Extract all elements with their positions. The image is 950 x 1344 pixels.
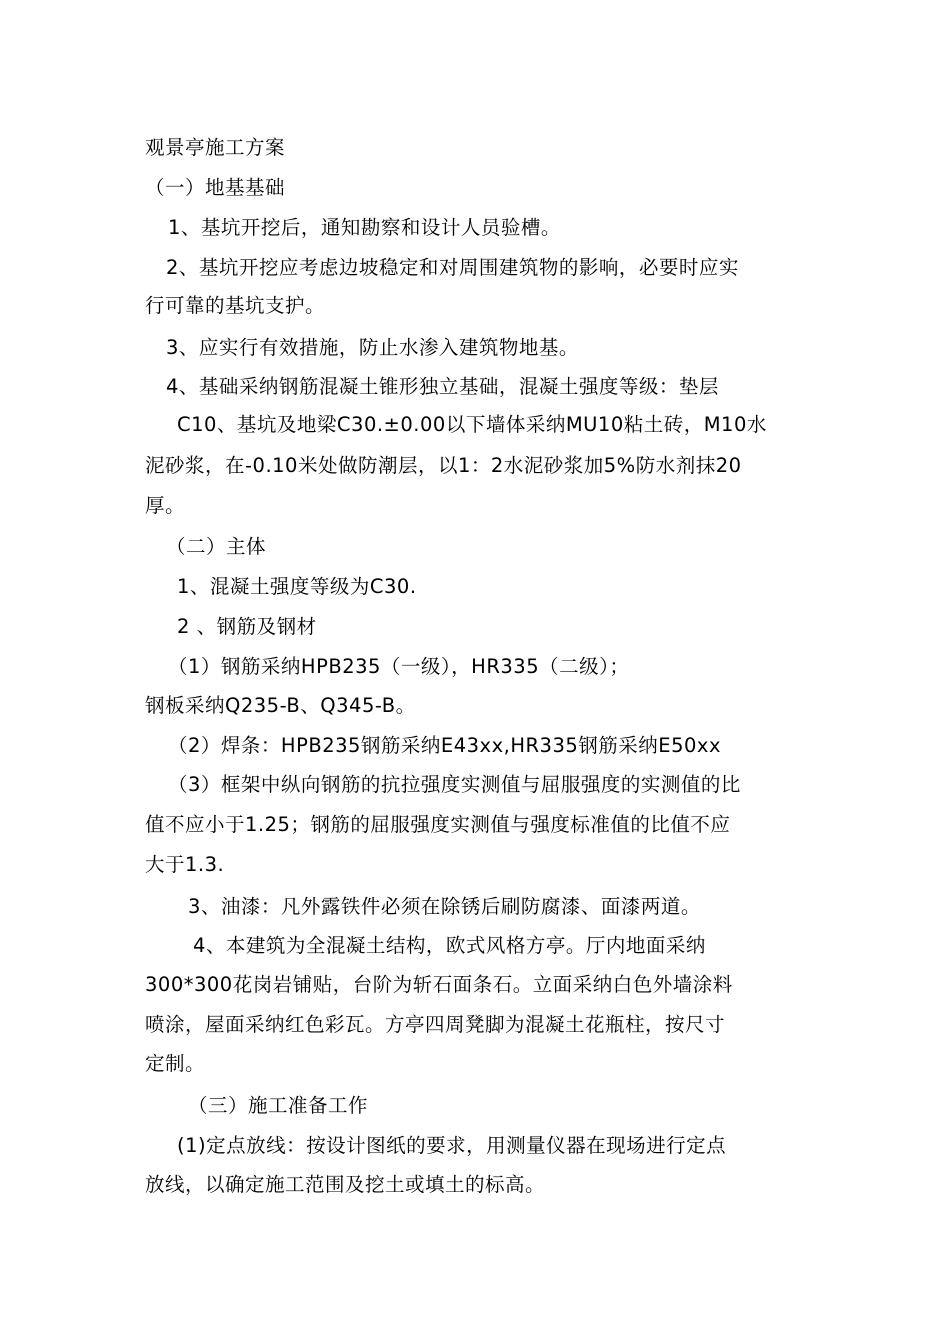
paragraph-line: 喷涂，屋面采纳红色彩瓦。方亭四周凳脚为混凝土花瓶柱，按尺寸: [145, 1013, 726, 1036]
paragraph-line: 4、基础采纳钢筋混凝土锥形独立基础，混凝土强度等级：垫层: [166, 375, 719, 398]
paragraph-line: 1、混凝土强度等级为C30.: [177, 575, 417, 598]
document-title: 观景亭施工方案: [145, 136, 286, 159]
paragraph-line: 行可靠的基坑支护。: [145, 294, 326, 317]
paragraph-line: 钢板采纳Q235-B、Q345-B。: [145, 694, 416, 717]
paragraph-line: （3）框架中纵向钢筋的抗拉强度实测值与屈服强度的实测值的比: [168, 773, 741, 796]
paragraph-line: （1）钢筋采纳HPB235（一级），HR335（二级）；: [168, 655, 630, 678]
paragraph-line: 2、基坑开挖应考虑边坡稳定和对周围建筑物的影响，必要时应实: [166, 256, 739, 279]
paragraph-line: C10、基坑及地梁C30.±0.00以下墙体采纳MU10粘土砖，M10水: [177, 413, 767, 436]
paragraph-line: 3、应实行有效措施，防止水渗入建筑物地基。: [166, 336, 579, 359]
section-heading-foundation: （一）地基基础: [145, 176, 286, 199]
paragraph-line: 2 、钢筋及钢材: [177, 615, 317, 638]
paragraph-line: (1)定点放线：按设计图纸的要求，用测量仪器在现场进行定点: [177, 1134, 727, 1157]
paragraph-line: 放线，以确定施工范围及挖土或填土的标高。: [145, 1173, 546, 1196]
paragraph-line: 值不应小于1.25；钢筋的屈服强度实测值与强度标准值的比值不应: [145, 813, 731, 836]
paragraph-line: 厚。: [145, 494, 186, 517]
section-heading-preparation: （三）施工准备工作: [188, 1094, 369, 1117]
paragraph-line: 大于1.3.: [145, 853, 225, 876]
paragraph-line: 泥砂浆，在-0.10米处做防潮层，以1：2水泥砂浆加5%防水剂抹20: [145, 454, 742, 477]
section-heading-main-structure: （二）主体: [166, 535, 267, 558]
paragraph-line: （2）焊条：HPB235钢筋采纳E43xx,HR335钢筋采纳E50xx: [168, 734, 721, 757]
paragraph-line: 定制。: [145, 1052, 206, 1075]
paragraph-line: 1、基坑开挖后，通知勘察和设计人员验槽。: [168, 216, 561, 239]
paragraph-line: 3、油漆：凡外露铁件必须在除锈后刷防腐漆、面漆两道。: [188, 895, 701, 918]
paragraph-line: 300*300花岗岩铺贴，台阶为斩石面条石。立面采纳白色外墙涂料: [145, 973, 733, 996]
paragraph-line: 4、本建筑为全混凝土结构，欧式风格方亭。厅内地面采纳: [193, 934, 706, 957]
